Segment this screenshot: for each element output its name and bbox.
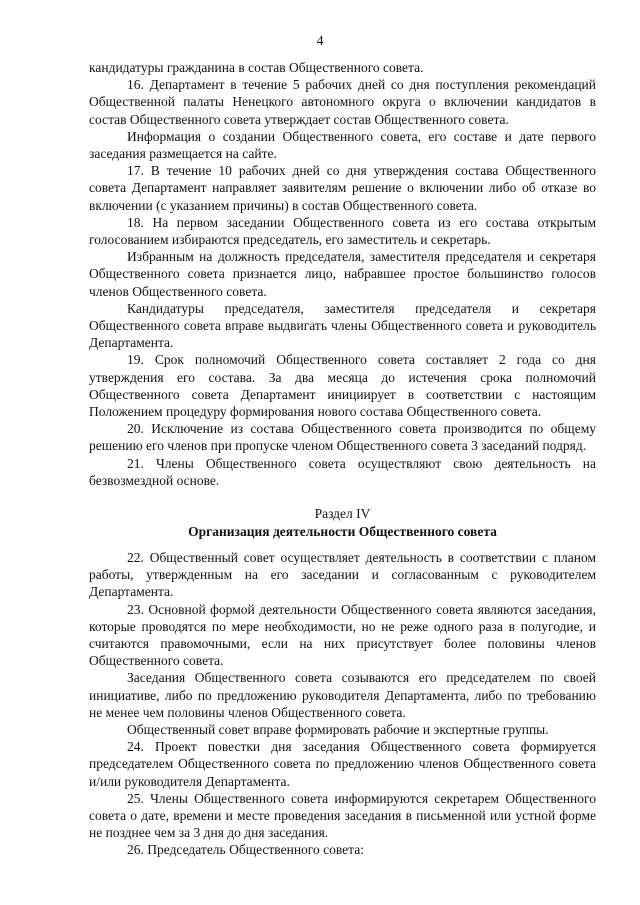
body-text-top (89, 59, 596, 489)
paragraph: Общественный совет вправе формировать рабочие и экспертные группы. (127, 722, 549, 738)
body-text-bottom (89, 549, 596, 859)
paragraph: Кандидатуры председателя, заместителя председателя и секретаря Общественного совета вправе выдвигать члены Общественного совета и руководитель Департамента. (89, 300, 596, 351)
paragraph: 18. На первом заседании Общественного совета из его состава открытым голосованием избираются председатель, его заместитель и секретарь. (89, 214, 596, 248)
paragraph: 19. Срок полномочий Общественного совета составляет 2 года со дня утверждения его состава. За два месяца до истечения срока полномочий Общественного совета Департамент инициирует в соответствии с настоящим Положением процедуру формирования нового состава Общественного совета. (89, 352, 596, 420)
paragraph: 25. Члены Общественного совета информируются секретарем Общественного совета о дате, времени и месте проведения заседания в письменной или устной форме не позднее чем за 3 дня до дня заседания. (89, 790, 596, 841)
section-title: Организация деятельности Общественного совета (188, 524, 497, 539)
paragraph: Заседания Общественного совета созываются его председателем по своей инициативе, либо по предложению руководителя Департамента, либо по требованию не менее чем половины членов Общественного совета. (89, 670, 596, 720)
paragraph: 23. Основной формой деятельности Общественного совета являются заседания, которые проводятся по мере необходимости, но не реже одного раза в полугодие, и считаются правомочными, если на них присутствует более половины членов Общественного совета. (89, 601, 596, 669)
paragraph: Информация о создании Общественного совета, его составе и дате первого заседания размещается на сайте. (89, 128, 596, 162)
paragraph: 17. В течение 10 рабочих дней со дня утверждения состава Общественного совета Департамент направляет заявителям решение о включении либо об отказе во включении (с указанием причины) в состав Общественного совета. (89, 163, 596, 213)
paragraph: Избранным на должность председателя, заместителя председателя и секретаря Общественного совета признается лицо, набравшее простое большинство голосов членов Общественного совета. (89, 249, 596, 299)
paragraph: 22. Общественный совет осуществляет деятельность в соответствии с планом работы, утвержденным на его заседании и согласованным с руководителем Департамента. (89, 550, 596, 600)
paragraph: 26. Председатель Общественного совета: (127, 842, 364, 858)
paragraph: 16. Департамент в течение 5 рабочих дней со дня поступления рекомендаций Общественной палаты Ненецкого автономного округа о включении кандидатов в состав Общественного совета утверждает состав Общественного совета. (89, 77, 596, 127)
page-number: 4 (316, 34, 324, 49)
paragraph: кандидатуры гражданина в состав Общественного совета. (89, 60, 424, 75)
paragraph: 21. Члены Общественного совета осуществляют свою деятельность на безвозмездной основе. (89, 455, 596, 488)
paragraph: 24. Проект повестки дня заседания Общественного совета формируется председателем Общественного совета по предложению членов Общественного совета и/или руководителя Департамента. (89, 739, 596, 789)
section-label: Раздел IV (314, 506, 371, 521)
paragraph: 20. Исключение из состава Общественного совета производится по общему решению его членов при пропуске членом Общественного совета 3 заседаний подряд. (89, 421, 596, 454)
